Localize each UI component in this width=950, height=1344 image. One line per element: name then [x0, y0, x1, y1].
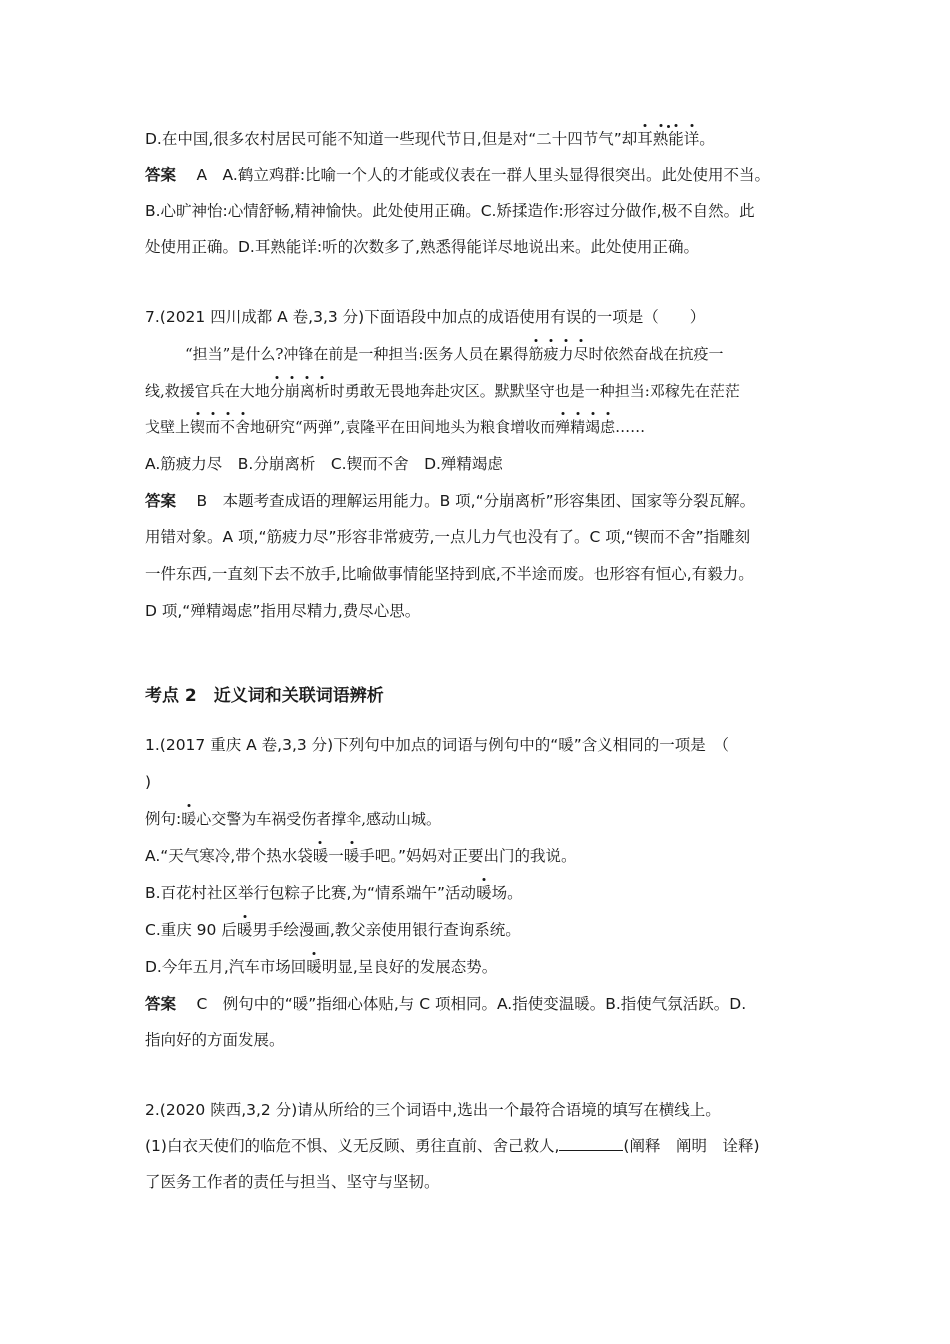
emphasis-dot — [291, 376, 294, 379]
emphasized-idiom: 锲而不舍 — [190, 416, 250, 438]
emphasis-dot — [561, 412, 564, 415]
q7-stem: 7.(2021 四川成都 A 卷,3,3 分)下面语段中加点的成语使用有误的一项是（ ） — [145, 308, 706, 326]
emphasis-dot — [482, 878, 485, 881]
answer-label: 答案 — [145, 995, 177, 1013]
emphasized-word: 暖 — [476, 882, 492, 904]
q7-answer-line-3: 一件东西,一直刻下去不放手,比喻做事情能坚持到底,不半途而废。也形容有恒心,有毅力。 — [145, 565, 754, 583]
emphasis-dot — [534, 339, 537, 342]
q7-passage-line-2: 线,救援官兵在大地分崩离析 时勇敢无畏地奔赴灾区。默默坚守也是一种担当:邓稼先在茫茫 — [145, 380, 740, 402]
q6-answer-line-3: 处使用正确。D.耳熟能详:听的次数多了,熟悉得能详尽地说出来。此处使用正确。 — [145, 238, 700, 256]
q7-passage-line-3: 戈壁上锲而不舍 地研究“两弹”,袁隆平在田间地头为粮食增收而殚精竭虑 …… — [145, 416, 645, 438]
emphasized-idiom: 耳熟能详 — [637, 130, 699, 148]
q6-option-d: D.在中国,很多农村居民可能不知道一些现代节日,但是对“二十四节气”却耳熟能详 。 — [145, 128, 715, 150]
emphasis-dot — [313, 952, 316, 955]
emphasized-word: 暖 — [344, 845, 360, 867]
q7-options: A.筋疲力尽 B.分崩离析 C.锲而不舍 D.殚精竭虑 — [145, 455, 503, 473]
q6-answer-line-1: 答案 A A.鹤立鸡群:比喻一个人的才能或仪表在一群人里头显得很突出。此处使用不当。 — [145, 166, 771, 184]
answer-blank[interactable] — [559, 1136, 623, 1151]
s1-stem: 1.(2017 重庆 A 卷,3,3 分)下列句中加点的词语与例句中的“暖”含义相同的一项是 （ — [145, 736, 730, 754]
emphasized-word: 暖 — [313, 845, 329, 867]
s2-part-1-cont: 了医务工作者的责任与担当、坚守与坚韧。 — [145, 1173, 440, 1191]
emphasis-dot — [319, 841, 322, 844]
emphasis-dot — [276, 376, 279, 379]
s1-option-c: C.重庆 90 后暖 男手绘漫画,教父亲使用银行查询系统。 — [145, 919, 521, 941]
s1-option-d: D.今年五月,汽车市场回暖 明显,呈良好的发展态势。 — [145, 956, 497, 978]
s2-part-1: (1)白衣天使们的临危不惧、义无反顾、勇往直前、舍己救人, (阐释 阐明 诠释) — [145, 1137, 760, 1155]
s1-answer-line-1: 答案 C 例句中的“暖”指细心体贴,与 C 项相同。A.指使变温暖。B.指使气氛活跃。D. — [145, 995, 747, 1013]
emphasis-dot — [576, 412, 579, 415]
emphasis-dot — [226, 412, 229, 415]
s1-option-a: A.“天气寒冷,带个热水袋暖 一暖 手吧。”妈妈对正要出门的我说。 — [145, 845, 577, 867]
q7-passage-line-1: “担当”是什么?冲锋在前是一种担当:医务人员在累得筋疲力尽 时依然奋战在抗疫一 — [185, 343, 723, 365]
answer-label: 答案 — [145, 166, 177, 184]
emphasis-dot — [241, 412, 244, 415]
q7-answer-line-1: 答案 B 本题考查成语的理解运用能力。B 项,“分崩离析”形容集团、国家等分裂瓦解。 — [145, 492, 756, 510]
emphasis-dot — [690, 124, 693, 127]
emphasis-dot — [675, 124, 678, 127]
emphasized-idiom: 殚精竭虑 — [555, 416, 615, 438]
emphasis-dot — [591, 412, 594, 415]
emphasis-dot — [187, 804, 190, 807]
q7-answer-line-2: 用错对象。A 项,“筋疲力尽”形容非常疲劳,一点儿力气也没有了。C 项,“锲而不舍”指雕刻 — [145, 528, 751, 546]
emphasized-word: 暖 — [181, 808, 196, 830]
emphasized-idiom: 分崩离析 — [270, 380, 330, 402]
emphasis-dot — [321, 376, 324, 379]
emphasized-word: 暖 — [237, 919, 253, 941]
s1-option-b: B.百花村社区举行包粽子比赛,为“情系端午”活动暖 场。 — [145, 882, 523, 904]
section-title: 考点 2 近义词和关联词语辨析 — [145, 686, 384, 706]
emphasis-dot — [606, 412, 609, 415]
emphasis-dot — [579, 339, 582, 342]
emphasis-dot — [211, 412, 214, 415]
s2-stem: 2.(2020 陕西,3,2 分)请从所给的三个词语中,选出一个最符合语境的填写在横线上。 — [145, 1101, 721, 1119]
emphasis-dot — [659, 124, 662, 127]
emphasis-dot — [306, 376, 309, 379]
q6-answer-line-2: B.心旷神怡:心情舒畅,精神愉快。此处使用正确。C.矫揉造作:形容过分做作,极不自然。此 — [145, 202, 755, 220]
s1-stem-cont: ) — [145, 773, 152, 791]
emphasis-dot — [196, 412, 199, 415]
emphasis-dot — [564, 339, 567, 342]
answer-label: 答案 — [145, 492, 177, 510]
emphasis-dot — [350, 841, 353, 844]
emphasis-dot — [243, 915, 246, 918]
emphasized-idiom: 筋疲力尽 — [528, 343, 588, 365]
s1-answer-line-2: 指向好的方面发展。 — [145, 1031, 285, 1049]
emphasis-dot — [644, 124, 647, 127]
s1-example: 例句:暖 心交警为车祸受伤者撑伞,感动山城。 — [145, 808, 441, 830]
emphasis-dot — [549, 339, 552, 342]
emphasized-word: 暖 — [306, 956, 322, 978]
q7-answer-line-4: D 项,“殚精竭虑”指用尽精力,费尽心思。 — [145, 602, 421, 620]
